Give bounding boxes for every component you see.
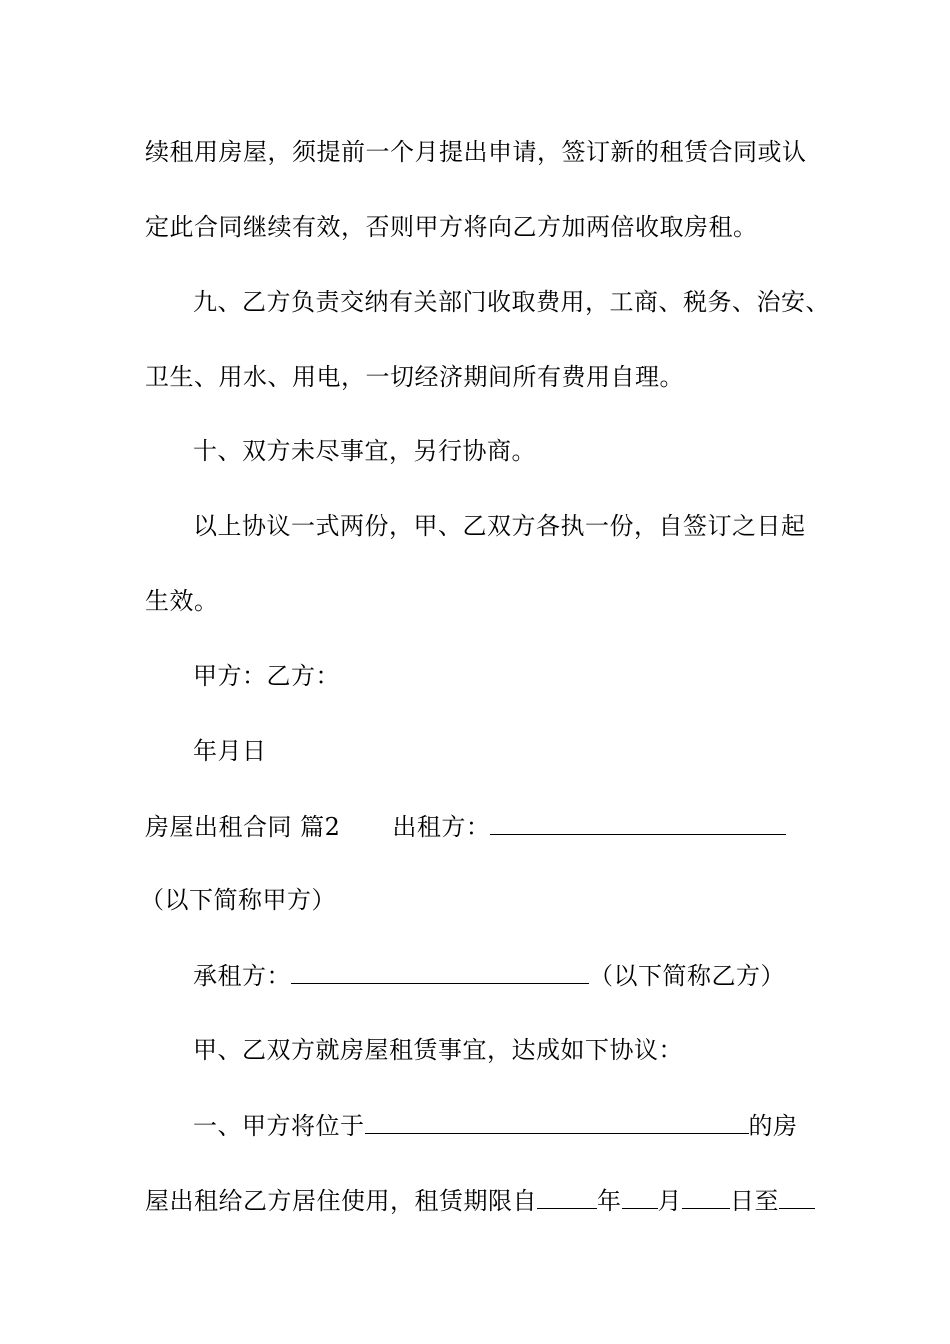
lessor-label: 出租方：: [392, 813, 491, 841]
end-date-blank: [779, 1184, 815, 1209]
lessee-label: 承租方：: [193, 962, 291, 990]
lessor-abbrev: （以下简称甲方）: [140, 886, 336, 914]
clause-one-line: [193, 1109, 893, 1142]
paragraph-line: 续租用房屋，须提前一个月提出申请，签订新的租赁合同或认: [145, 138, 807, 166]
clause-ten: 十、双方未尽事宜，另行协商。: [193, 437, 536, 465]
lessee-abbrev: （以下简称乙方）: [589, 962, 785, 990]
signature-parties: 甲方：乙方：: [193, 662, 340, 690]
day-label: 日至: [730, 1187, 779, 1215]
paragraph-line: 定此合同继续有效，否则甲方将向乙方加两倍收取房租。: [145, 213, 758, 241]
paragraph-line: 生效。: [145, 587, 219, 615]
lease-term-prefix: 屋出租给乙方居住使用，租赁期限自: [145, 1187, 537, 1215]
agreement-intro: 甲、乙双方就房屋租赁事宜，达成如下协议：: [193, 1036, 683, 1064]
lessee-line: [193, 959, 893, 992]
month-label: 月: [657, 1187, 682, 1215]
clause-one-suffix: 的房: [748, 1112, 798, 1140]
signature-date: 年月日: [193, 737, 267, 765]
clause-one-prefix: 一、甲方将位于: [193, 1112, 365, 1140]
contract-title: 房屋出租合同 篇2: [145, 813, 341, 841]
year-label: 年: [597, 1187, 622, 1215]
month-blank: [622, 1184, 658, 1209]
lessee-blank: [291, 959, 589, 984]
closing-paragraph: 以上协议一式两份，甲、乙双方各执一份，自签订之日起: [193, 512, 806, 540]
lease-term-line: [145, 1184, 845, 1217]
address-blank: [365, 1109, 749, 1134]
lessor-blank: [490, 810, 786, 835]
contract-heading-line: [145, 810, 845, 843]
clause-nine: 九、乙方负责交纳有关部门收取费用，工商、税务、治安、: [193, 288, 830, 316]
day-blank: [682, 1184, 730, 1209]
year-blank: [537, 1184, 597, 1209]
paragraph-line: 卫生、用水、用电，一切经济期间所有费用自理。: [145, 363, 684, 391]
